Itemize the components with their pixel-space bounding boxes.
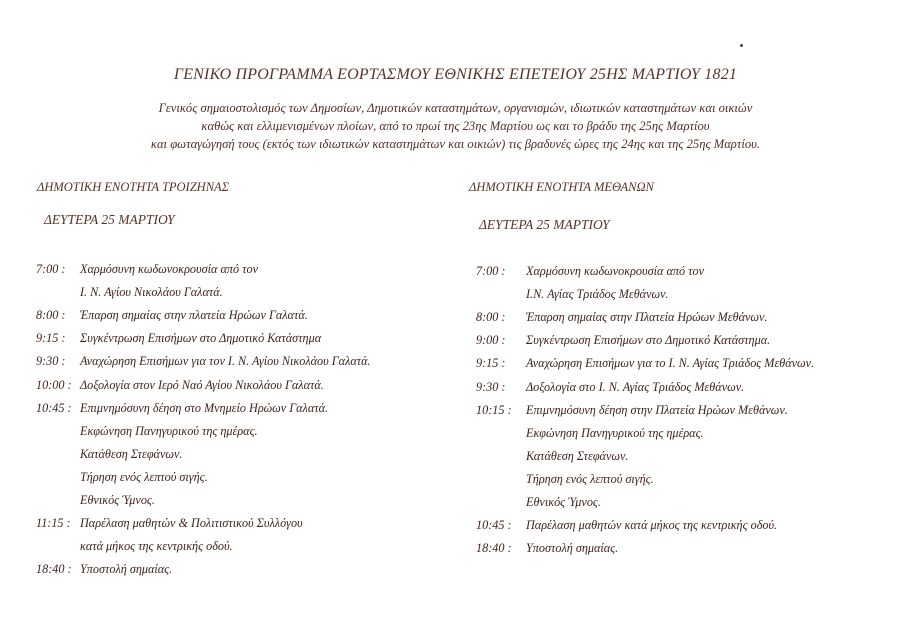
schedule-row: [476, 541, 896, 557]
schedule-row: [36, 539, 456, 555]
schedule-text: Τήρηση ενός λεπτού σιγής.: [526, 471, 654, 486]
schedule-text: Δοξολογία στο Ι. Ν. Αγίας Τριάδος Μεθάνων.: [526, 379, 745, 394]
schedule-row: [476, 426, 896, 442]
right-day-heading: ΔΕΥΤΕΡΑ 25 ΜΑΡΤΙΟΥ: [479, 217, 610, 232]
schedule-row: [476, 310, 896, 326]
schedule-text: Ι. Ν. Αγίου Νικολάου Γαλατά.: [80, 285, 223, 300]
intro-line: Γενικός σημαιοστολισμός των Δημοσίων, Δημοτικών καταστημάτων, οργανισμών, ιδιωτικών καταστημάτων και οικιών: [158, 101, 753, 115]
schedule-row: [36, 424, 456, 440]
schedule-time: 9:30 :: [36, 354, 66, 369]
schedule-row: [36, 331, 456, 347]
schedule-text: Κατάθεση Στεφάνων.: [80, 446, 183, 461]
schedule-time: 11:15 :: [36, 516, 71, 531]
schedule-row: [36, 493, 456, 509]
schedule-row: [476, 333, 896, 349]
schedule-text: Χαρμόσυνη κωδωνοκρουσία από τον: [80, 262, 258, 276]
schedule-time: 9:15 :: [36, 331, 66, 346]
schedule-row: [476, 449, 896, 465]
schedule-time: 10:45 :: [36, 400, 72, 415]
schedule-row: [476, 495, 896, 511]
schedule-text: Κατάθεση Στεφάνων.: [526, 448, 629, 463]
schedule-row: [36, 562, 456, 578]
schedule-text: Υποστολή σημαίας.: [526, 541, 619, 556]
speck-mark: [740, 44, 743, 47]
schedule-time: 8:00 :: [476, 310, 506, 325]
schedule-row: [36, 516, 456, 532]
schedule-row: [476, 264, 896, 280]
schedule-time: 7:00 :: [36, 262, 66, 276]
schedule-row: [36, 285, 456, 301]
document-title: ΓΕΝΙΚΟ ΠΡΟΓΡΑΜΜΑ ΕΟΡΤΑΣΜΟΥ ΕΘΝΙΚΗΣ ΕΠΕΤΕΙΟΥ 25ΗΣ ΜΑΡΤΙΟΥ 1821: [173, 66, 738, 83]
schedule-text: Εθνικός Ύμνος.: [80, 493, 155, 507]
schedule-row: [476, 356, 896, 372]
schedule-text: κατά μήκος της κεντρικής οδού.: [80, 539, 233, 554]
schedule-row: [36, 447, 456, 463]
intro-paragraph: [40, 99, 871, 153]
right-unit-heading: ΔΗΜΟΤΙΚΗ ΕΝΟΤΗΤΑ ΜΕΘΑΝΩΝ: [469, 180, 654, 194]
schedule-text: Συγκέντρωση Επισήμων στο Δημοτικό Κατάστημα.: [526, 333, 771, 348]
schedule-time: 8:00 :: [36, 308, 66, 323]
left-day-heading: ΔΕΥΤΕΡΑ 25 ΜΑΡΤΙΟΥ: [44, 212, 175, 227]
schedule-text: Ι.Ν. Αγίας Τριάδος Μεθάνων.: [526, 287, 669, 302]
left-unit-heading: ΔΗΜΟΤΙΚΗ ΕΝΟΤΗΤΑ ΤΡΟΙΖΗΝΑΣ: [37, 180, 230, 194]
schedule-row: [476, 518, 896, 534]
schedule-time: 9:15 :: [476, 356, 506, 371]
schedule-row: [36, 470, 456, 486]
schedule-time: 18:40 :: [476, 541, 512, 556]
schedule-text: Έπαρση σημαίας στην Πλατεία Ηρώων Μεθάνων.: [526, 310, 768, 325]
schedule-text: Εκφώνηση Πανηγυρικού της ημέρας.: [80, 423, 258, 438]
schedule-time: 10:15 :: [476, 402, 512, 417]
schedule-row: [476, 403, 896, 419]
schedule-time: 9:00 :: [476, 333, 506, 348]
schedule-row: [36, 262, 456, 278]
schedule-text: Επιμνημόσυνη δέηση στο Μνημείο Ηρώων Γαλατά.: [80, 400, 329, 415]
schedule-row: [36, 378, 456, 394]
schedule-text: Αναχώρηση Επισήμων για τον Ι. Ν. Αγίου Νικολάου Γαλατά.: [80, 354, 371, 369]
schedule-text: Δοξολογία στον Ιερό Ναό Αγίου Νικολάου Γαλατά.: [80, 377, 324, 392]
schedule-text: Έπαρση σημαίας στην πλατεία Ηρώων Γαλατά.: [80, 308, 308, 323]
schedule-text: Τήρηση ενός λεπτού σιγής.: [80, 469, 208, 484]
schedule-time: 9:30 :: [476, 379, 506, 394]
intro-line: και φωταγώγησή τους (εκτός των ιδιωτικών καταστημάτων και οικιών) τις βραδυνές ώρες της 24ης και της 25ης Μαρτίου.: [150, 137, 761, 151]
schedule-time: 10:45 :: [476, 518, 512, 533]
schedule-text: Χαρμόσυνη κωδωνοκρουσία από τον: [526, 264, 704, 278]
schedule-time: 18:40 :: [36, 562, 72, 577]
schedule-time: 10:00 :: [36, 377, 72, 392]
schedule-text: Αναχώρηση Επισήμων για το Ι. Ν. Αγίας Τριάδος Μεθάνων.: [526, 356, 815, 371]
schedule-text: Επιμνημόσυνη δέηση στην Πλατεία Ηρώων Μεθάνων.: [526, 402, 788, 417]
schedule-row: [36, 401, 456, 417]
schedule-text: Υποστολή σημαίας.: [80, 562, 173, 577]
schedule-row: [36, 354, 456, 370]
intro-line: καθώς και ελλιμενισμένων πλοίων, από το πρωί της 23ης Μαρτίου ως και το βράδυ της 25ης Μαρτίου: [201, 119, 710, 133]
schedule-row: [476, 287, 896, 303]
schedule-text: Εκφώνηση Πανηγυρικού της ημέρας.: [526, 425, 704, 440]
schedule-text: Εθνικός Ύμνος.: [526, 495, 601, 509]
schedule-row: [476, 472, 896, 488]
schedule-row: [476, 380, 896, 396]
schedule-text: Παρέλαση μαθητών & Πολιτιστικού Συλλόγου: [80, 516, 303, 531]
schedule-text: Συγκέντρωση Επισήμων στο Δημοτικό Κατάστημα: [80, 331, 322, 346]
schedule-row: [36, 308, 456, 324]
schedule-time: 7:00 :: [476, 264, 506, 278]
schedule-text: Παρέλαση μαθητών κατά μήκος της κεντρικής οδού.: [526, 518, 778, 533]
